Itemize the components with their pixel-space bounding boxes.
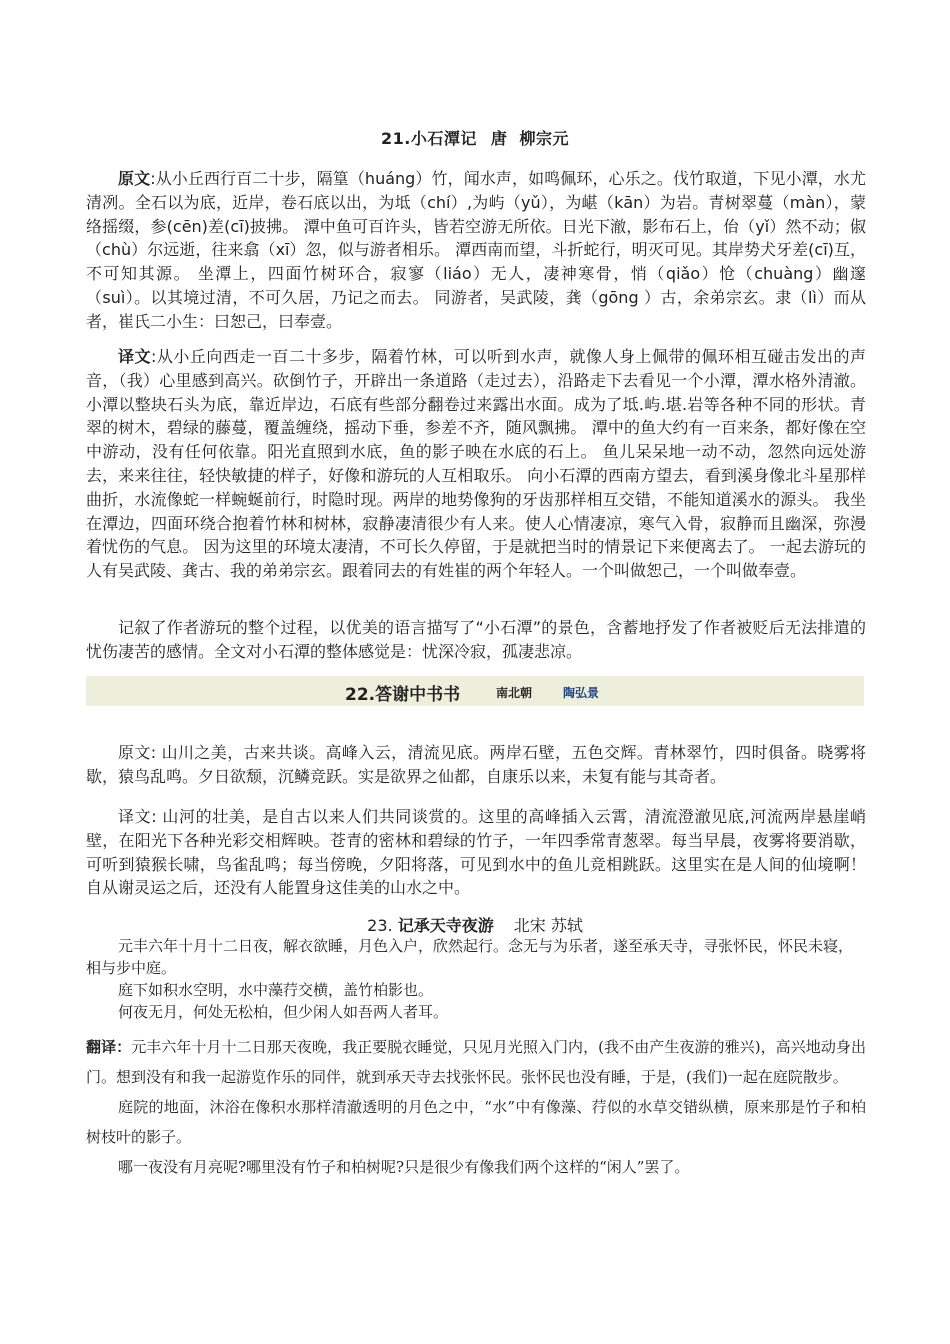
section-23-translation [86,1032,866,1182]
section-22-translation-paragraph: 译文: 山河的壮美，是自古以来人们共同谈赏的。这里的高峰插入云霄，清流澄澈见底,河流两岸悬崖峭壁，在阳光下各种光彩交相辉映。苍青的密林和碧绿的竹子，一年四季常青葱翠。每当早晨，夜雾将要消歇，可听到猿猴长啸，鸟雀乱鸣；每当傍晚，夕阳将落，可见到水中的鱼儿竞相跳跃。这里实在是人间的仙境啊！自从谢灵运之后，还没有人能置身这佳美的山水之中。 [86,807,866,898]
original-label: 原文 [118,169,151,188]
section-21-translation-paragraph [86,345,866,583]
original-line: 何夜无月，何处无松柏，但少闲人如吾两人者耳。 [118,1003,449,1021]
section-23-number: 23. [367,916,393,935]
translation-label: 翻译： [86,1038,132,1056]
original-line: 庭下如积水空明，水中藻荇交横，盖竹柏影也。 [118,981,434,999]
translation-paragraph: 哪一夜没有月亮呢?哪里没有竹子和柏树呢?只是很少有像我们两个这样的“闲人”罢了。 [118,1158,690,1176]
section-23-dynasty: 北宋 [513,916,546,935]
section-21-author: 柳宗元 [519,129,570,148]
section-22-original-paragraph: 原文: 山川之美，古来共谈。高峰入云，清流见底。两岸石壁，五色交辉。青林翠竹，四时俱备。晓雾将歇，猿鸟乱鸣。夕日欲颓，沉鳞竞跃。实是欲界之仙都，自康乐以来，未复有能与其奇者。 [86,743,866,786]
section-23-title: 记承天寺夜游 [397,916,494,935]
original-line: 元丰六年十月十二日夜，解衣欲睡，月色入户，欣然起行。念无与为乐者，遂至承天寺，寻张怀民，怀民未寝，相与步中庭。 [86,937,854,977]
section-21-original-paragraph [86,167,866,334]
section-23-heading [0,913,950,936]
section-21-number: 21. [380,129,411,148]
translation-label: 译文 [118,347,152,366]
translation-text: :从小丘向西走一百二十多步，隔着竹林，可以听到水声，就像人身上佩带的佩环相互碰击发出的声音，（我）心里感到高兴。砍倒竹子，开辟出一条道路（走过去），沿路走下去看见一个小潭，潭水格外清澈。小潭以整块石头为底，靠近岸边，石底有些部分翻卷过来露出水面。成为了坻.屿.堪.岩等各种不同的形状。青翠的树木，碧绿的藤蔓，覆盖缠绕，摇动下垂，参差不齐，随风飘拂。 潭中的鱼大约有一百来条，都好像在空中游动，没有任何依靠。阳光直照到水底，鱼的影子映在水底的石上。 鱼儿呆呆地一动不动，忽然向远处游去，来来往往，轻快敏捷的样子，好像和游玩的人互相取乐。 向小石潭的西南方望去，看到溪身像北斗星那样曲折，水流像蛇一样蜿蜒前行，时隐时现。两岸的地势像狗的牙齿那样相互交错，不能知道溪水的源头。 我坐在潭边，四面环绕合抱着竹林和树林，寂静凄清很少有人来。使人心情凄凉，寒气入骨，寂静而且幽深，弥漫着忧伤的气息。 因为这里的环境太凄清，不可长久停留，于是就把当时的情景记下来便离去了。 一起去游玩的人有吴武陵、龚古、我的弟弟宗玄。跟着同去的有姓崔的两个年轻人。一个叫做恕己，一个叫做奉壹。 [86,347,866,581]
section-22-author: 陶弘景 [563,686,600,700]
section-21-dynasty: 唐 [490,129,508,148]
translation-paragraph: 庭院的地面，沐浴在像积水那样清澈透明的月色之中，“水”中有像藻、荇似的水草交错纵横，原来那是竹子和柏树枝叶的影子。 [86,1098,866,1146]
translation-text: 元丰六年十月十二日那天夜晚，我正要脱衣睡觉，只见月光照入门内，(我不由产生夜游的雅兴)，高兴地动身出门。想到没有和我一起游览作乐的同伴，就到承天寺去找张怀民。张怀民也没有睡，于是，(我们)一起在庭院散步。 [86,1038,866,1086]
original-text: :从小丘西行百二十步，隔篁（huáng）竹，闻水声，如鸣佩环，心乐之。伐竹取道，下见小潭，水尤清冽。全石以为底，近岸，卷石底以出，为坻（chí）,为屿（yǔ），为嵁（kān）为岩。青树翠蔓（màn），蒙络摇缀，参(cēn)差(cī)披拂。 潭中鱼可百许头，皆若空游无所依。日光下澈，影布石上，佁（yǐ）然不动；俶（chù）尔远逝，往来翕（xī）忽，似与游者相乐。 潭西南而望，斗折蛇行，明灭可见。其岸势犬牙差(cī)互，不可知其源。 坐潭上，四面竹树环合，寂寥（liáo）无人，凄神寒骨，悄（qiǎo）怆（chuàng）幽邃（suì）。以其境过清，不可久居，乃记之而去。 同游者，吴武陵，龚（gōng ）古，余弟宗玄。隶（lì）而从者，崔氏二小生：曰恕己，曰奉壹。 [86,169,866,331]
section-21-title: 小石潭记 [410,129,477,148]
section-21-summary: 记叙了作者游玩的整个过程，以优美的语言描写了“小石潭”的景色，含蓄地抒发了作者被贬后无法排遣的忧伤凄苦的感情。全文对小石潭的整体感觉是：忧深冷寂，孤凄悲凉。 [86,618,866,661]
section-23-author: 苏轼 [550,916,583,935]
translation-paragraph [86,1032,866,1092]
section-23-original-text [86,935,866,1023]
section-22-dynasty: 南北朝 [496,686,533,700]
section-22-title: 22.答谢中书书 [345,685,461,705]
section-21-heading [0,126,950,149]
section-22-heading-bar [86,676,864,706]
